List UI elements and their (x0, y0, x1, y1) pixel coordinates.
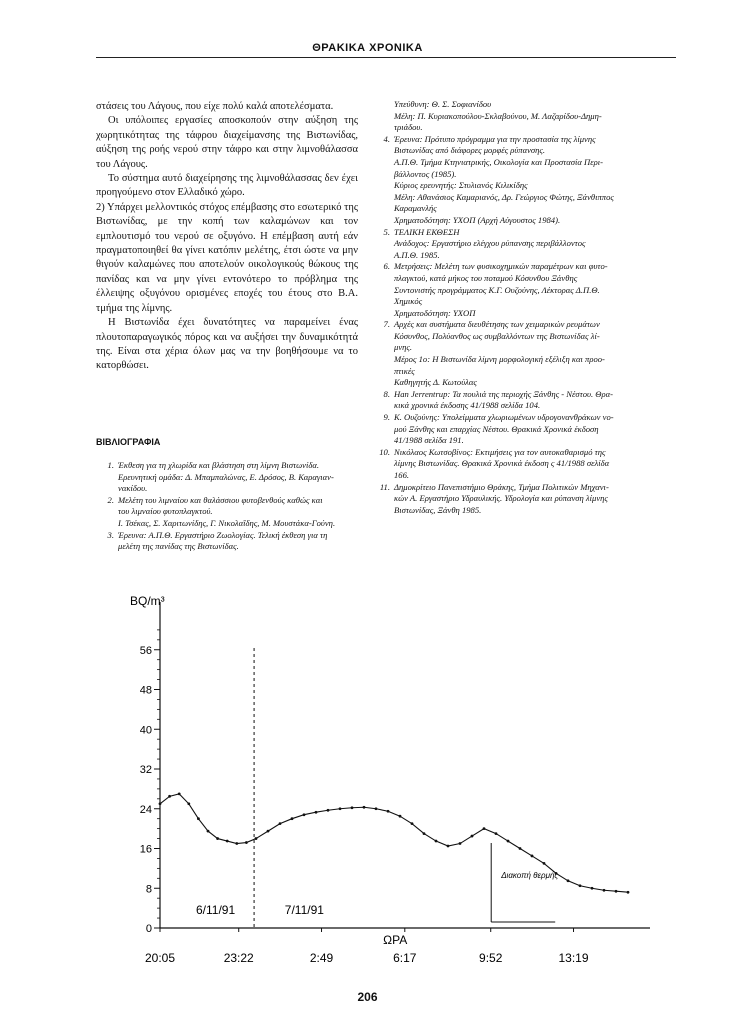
data-point (178, 792, 181, 795)
data-point (291, 817, 294, 820)
reference-line: 41/1988 σελίδα 191. (394, 435, 464, 446)
reference-line: Χημικός (394, 296, 423, 307)
reference-item (96, 530, 358, 553)
data-point (471, 835, 474, 838)
reference-line: κών Α. Εργαστήριο Υδραυλικής. Υδρολογία και ρύπανση λίμνης (394, 493, 608, 504)
data-point (255, 837, 258, 840)
data-point (303, 813, 306, 816)
reference-line: Δημοκρίτειο Πανεπιστήμιο Θράκης, Τμήμα Πολιτικών Μηχανι- (394, 481, 609, 492)
reference-number: 4. (383, 133, 390, 144)
reference-line: βάλλοντος (1985). (394, 168, 457, 179)
reference-number: 10. (379, 446, 390, 457)
reference-item (372, 134, 694, 227)
reference-line: Han Jerrentrup: Τα πουλιά της περιοχής Ξάνθης - Νέστου. Θρα- (394, 388, 613, 399)
header-rule (96, 57, 676, 58)
reference-line: μελέτη της πανίδας της Βιστωνίδας. (118, 541, 239, 552)
reference-line: Βιστωνίδας από διάφορες μορφές ρύπανσης. (394, 145, 546, 156)
y-tick-label: 48 (139, 684, 152, 697)
x-tick-label: 23:22 (223, 951, 254, 965)
reference-line: Ι. Τσέκας, Σ. Χαριτωνίδης, Γ. Νικολαΐδης, Μ. Μουστάκα-Γούνη. (118, 517, 336, 528)
reference-item (372, 389, 694, 412)
body-paragraph: Το σύστημα αυτό διαχείρησης της λιμνοθάλασσας δεν έχει προηγούμενο στον Ελλαδικό χώρο. (96, 173, 358, 199)
data-point (216, 837, 219, 840)
data-point (267, 830, 270, 833)
data-point (411, 822, 414, 825)
reference-line: λίμνης Βιστωνίδας. Θρακικά Χρονικά έκδοση ς 41/1988 σελίδα (394, 458, 610, 469)
reference-line: πλαγκτού, κατά μήκος του ποταμού Κόσυνθου Ξάνθης (394, 272, 578, 283)
data-point (615, 890, 618, 893)
data-point (531, 855, 534, 858)
reference-line: Μετρήσεις: Μελέτη των φυσικοχημικών παραμέτρων και φυτο- (394, 261, 608, 272)
y-axis-label: BQ/m³ (130, 594, 165, 608)
reference-line: Α.Π.Θ. 1985. (394, 249, 440, 260)
reference-number: 11. (379, 481, 390, 492)
reference-item (372, 319, 694, 389)
reference-line: μού Ξάνθης και επαρχίας Νέστου. Θρακικά Χρονικά έκδοση (394, 423, 599, 434)
data-point (567, 879, 570, 882)
x-axis-label: ΩΡΑ (383, 933, 408, 947)
reference-item (372, 412, 694, 447)
body-paragraph: στάσεις του Λάγους, που είχε πολύ καλά αποτελέσματα. (96, 101, 334, 112)
reference-line: Έρευνα: Πρότυπο πρόγραμμα για την προστασία της λίμνης (394, 133, 596, 144)
reference-line: Καραμανλής (394, 203, 437, 214)
data-point (279, 822, 282, 825)
data-point (327, 809, 330, 812)
y-tick-label: 0 (145, 923, 152, 935)
reference-line: Καθηγητής Δ. Κωτούλας (394, 377, 477, 388)
reference-item (372, 261, 694, 319)
data-point (197, 817, 200, 820)
data-point (591, 887, 594, 890)
data-point (375, 807, 378, 810)
data-point (168, 795, 171, 798)
data-point (519, 847, 522, 850)
reference-number: 8. (383, 388, 390, 399)
reference-line: Μελέτη του λιμναίου και θαλάσσιου φυτοβενθούς καθώς και (118, 494, 323, 505)
body-paragraph: Η Βιστωνίδα έχει δυνατότητες να παραμείνει ένας πλουτοπαραγωγικός πόρος και να αυξήσει την δυναμικότητά της. Είναι στα χέρια όλων μας να την βοηθήσουμε να το κατορθώσει. (96, 317, 358, 372)
data-point (207, 830, 210, 833)
data-point (603, 889, 606, 892)
reference-line: Συντονιστής προγράμματος Κ.Γ. Ουζούνης, Λέκτορας Δ.Π.Θ. (394, 284, 600, 295)
y-tick-label: 24 (139, 803, 152, 816)
annotation-text: Διακοπή θερμής (501, 871, 559, 880)
data-point (579, 884, 582, 887)
reference-line: Κ. Ουζούνης: Υπολείμματα χλωριωμένων υδρογονανθράκων νο- (394, 412, 614, 423)
y-tick-label: 8 (145, 883, 152, 896)
reference-line: Μέρος 1ο: Η Βιστωνίδα λίμνη μορφολογική εξέλιξη και προο- (394, 354, 605, 365)
y-tick-label: 32 (139, 764, 152, 776)
reference-line: πτικές (394, 365, 415, 376)
reference-continuation (372, 99, 694, 134)
y-tick-label: 40 (139, 724, 152, 737)
reference-item (96, 495, 358, 530)
data-point (483, 827, 486, 830)
x-tick-label: 13:19 (558, 951, 589, 965)
reference-line: κικά χρονικά έκδοσης 41/1988 σελίδα 104. (394, 400, 541, 411)
reference-number: 2. (107, 494, 114, 505)
reference-line: νακίδου. (118, 483, 148, 494)
bibliography-heading: ΒΙΒΛΙΟΓΡΑΦΙΑ (96, 437, 161, 447)
reference-number: 9. (383, 412, 390, 423)
reference-line: ΤΕΛΙΚΗ ΕΚΘΕΣΗ (394, 226, 460, 237)
data-point (226, 840, 229, 843)
reference-line: Αρχές και συστήματα διευθέτησης των χειμαρικών ρευμάτων (394, 319, 600, 330)
reference-item (372, 447, 694, 482)
reference-line: του λιμναίου φυτοπλαγκτού. (118, 506, 213, 517)
reference-line: Μέλη: Π. Κυριακοπούλου-Σκλαβούνου, Μ. Λαζαρίδου-Δημη- (394, 110, 602, 121)
data-point (159, 802, 162, 805)
reference-line: μνης. (394, 342, 413, 353)
x-tick-label: 9:52 (479, 951, 503, 965)
reference-line: Κύριος ερευνητής: Στυλιανός Κιλικίδης (394, 180, 528, 191)
reference-line: 166. (394, 470, 410, 480)
reference-line: τριάδου. (394, 122, 423, 133)
bibliography-list-right (372, 99, 694, 516)
data-point (387, 810, 390, 813)
reference-line: Χρηματοδότηση: ΥΧΟΠ (Αρχή Αύγουστος 1984). (394, 214, 561, 225)
body-paragraph: Οι υπόλοιπες εργασίες αποσκοπούν στην αύξηση της χωρητικότητας της τάφρου διαχείμανσης της Βιστωνίδας, αύξηση της ροής νερού στην τάφρο και στην λιμνοθάλασσα του Λάγους. (96, 115, 358, 170)
reference-line: Βιστωνίδας, Ξάνθη 1985. (394, 504, 482, 515)
reference-number: 6. (383, 261, 390, 272)
reference-line: Ανάδοχος: Εργαστήριο ελέγχου ρύπανσης περιβάλλοντος (394, 238, 586, 249)
data-point (495, 832, 498, 835)
reference-line: Μέλη: Αθανάσιος Καμαριανός, Δρ. Γεώργιος Φώτης, Ξάνθιππος (394, 191, 614, 202)
reference-line: Υπεύθυνη: Θ. Σ. Σοφιανίδου (394, 99, 492, 109)
page-number: 206 (357, 990, 378, 1004)
x-tick-label: 6:17 (393, 951, 417, 965)
reference-number: 1. (107, 460, 114, 470)
reference-line: Κόσυνθος, Πολύανθος ως συμβαλλόντων της Βιστωνίδας λί- (394, 330, 600, 341)
y-tick-label: 16 (139, 843, 152, 856)
reference-number: 5. (383, 226, 390, 237)
date-label: 6/11/91 (196, 903, 236, 917)
body-text-column (96, 100, 358, 374)
body-paragraph: 2) Υπάρχει μελλοντικός στόχος επέμβασης στο εσωτερικό της Βιστωνίδας, με την κοπή των καλαμώνων και τον εμπλουτισμό του νερού σε οξυγόνο. Η επέμβαση αυτή εάν πραγματοποιηθεί θα γίνει κατόπιν μελέτης, έτσι ώστε να μην θιγούν καλαμώνες που αποτελούν οικολογικούς θώκους της πανίδας και να μην γίνει εντονότερο το πρόβλημα της έλλειψης οξυγόνου ορισμένες εποχές του έτους στο Β.Α. τμήμα της λίμνης. (96, 201, 358, 314)
data-point (435, 840, 438, 843)
reference-number: 7. (383, 319, 390, 330)
x-tick-label: 20:05 (144, 951, 176, 965)
reference-line: Χρηματοδότηση: ΥΧΟΠ (394, 307, 476, 318)
reference-line: Ερευνητική ομάδα: Δ. Μπαμπαλώνας, Ε. Δρόσος, Β. Καραγιαν- (118, 471, 334, 482)
data-point (245, 841, 248, 844)
data-point (351, 806, 354, 809)
reference-item (96, 460, 358, 495)
reference-number: 3. (107, 529, 114, 540)
reference-item (372, 482, 694, 517)
reference-line: Νικόλαος Κωτσοβίνος: Εκτιμήσεις για τον αυτοκαθαρισμό της (394, 446, 606, 457)
x-tick-label: 2:49 (309, 951, 334, 965)
y-tick-label: 56 (139, 644, 152, 657)
reference-line: Έρευνα: Α.Π.Θ. Εργαστήριο Ζωολογίας. Τελική έκθεση για τη (118, 529, 328, 540)
reference-item (372, 227, 694, 262)
data-point (543, 862, 546, 865)
data-point (507, 840, 510, 843)
data-point (315, 811, 318, 814)
data-point (339, 807, 342, 810)
bibliography-list-left (96, 460, 358, 553)
data-point (363, 806, 366, 809)
data-point (627, 891, 630, 894)
running-header-title: ΘΡΑΚΙΚΑ ΧΡΟΝΙΚΑ (312, 42, 423, 54)
data-point (235, 842, 238, 845)
data-point (187, 802, 190, 805)
reference-line: Α.Π.Θ. Τμήμα Κτηνιατρικής, Οικολογία και Προστασία Περι- (394, 156, 603, 167)
data-point (447, 845, 450, 848)
data-point (423, 832, 426, 835)
date-label: 7/11/91 (284, 903, 324, 917)
reference-line: Έκθεση για τη χλωρίδα και βλάστηση στη λίμνη Βιστωνίδα. (118, 460, 320, 470)
data-point (459, 842, 462, 845)
radon-concentration-chart (0, 580, 735, 980)
data-point (399, 815, 402, 818)
